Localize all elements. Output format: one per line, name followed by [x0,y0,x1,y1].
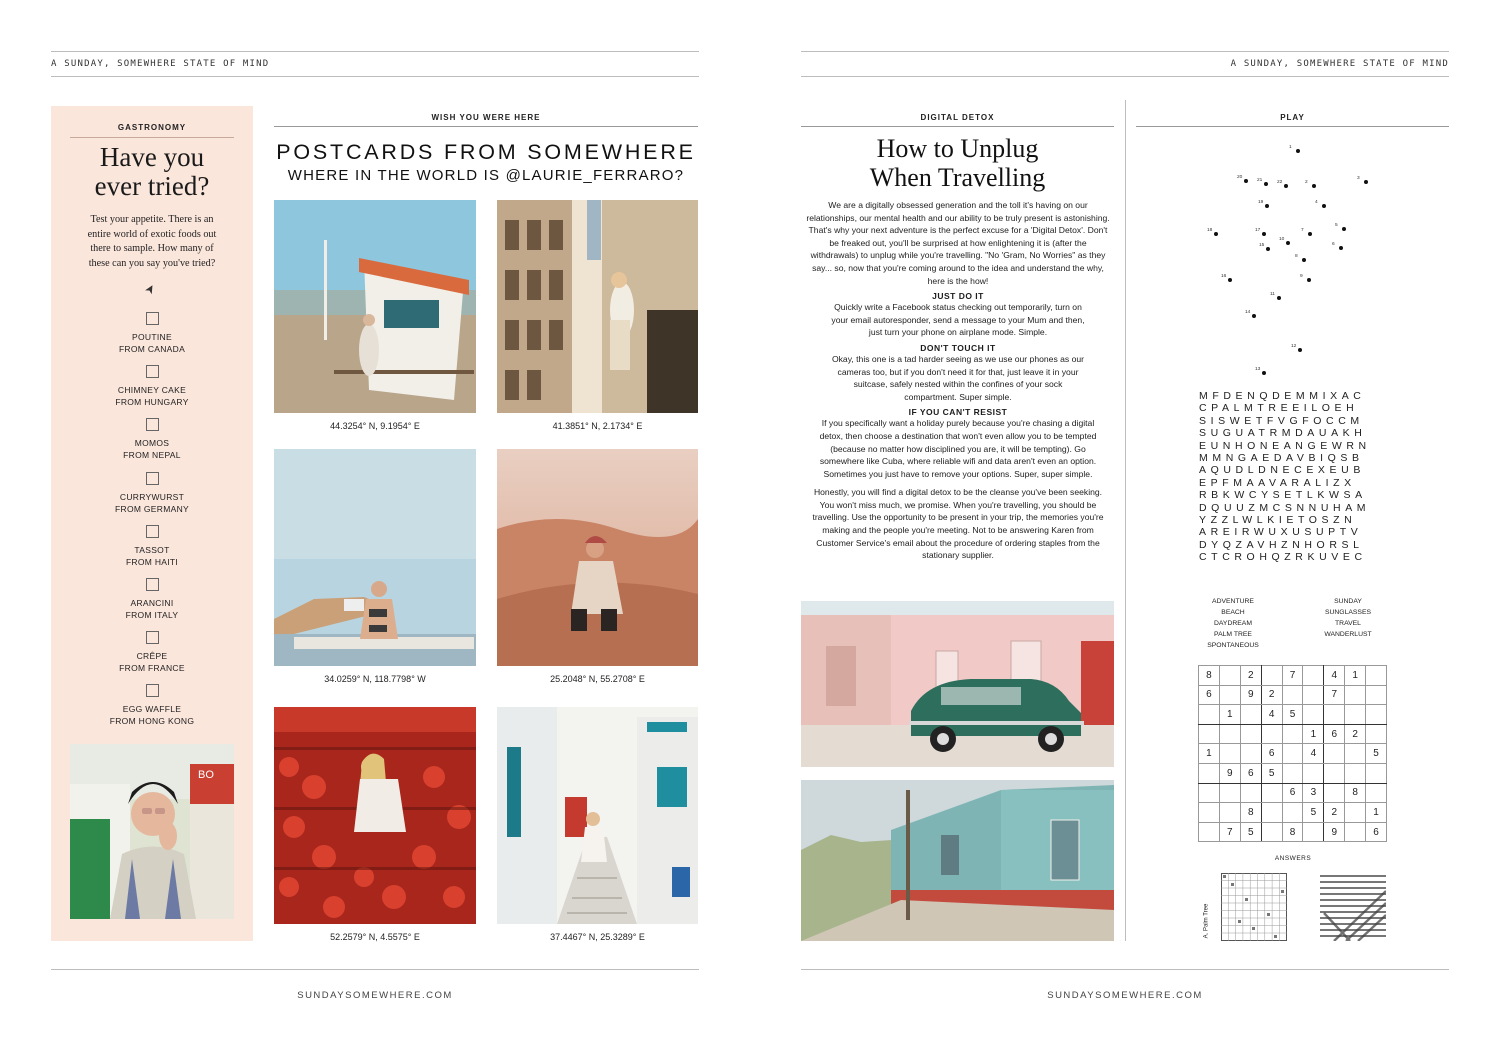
puzzle-dot [1302,258,1306,262]
puzzle-dot-number: 2 [1305,180,1308,185]
sudoku-row [1199,803,1387,823]
word-list-item: ADVENTURE [1212,598,1254,605]
cuba-street-photo [801,780,1114,941]
sudoku-cell[interactable] [1303,666,1324,686]
detox-heading-3: IF YOU CAN'T RESIST [908,407,1008,418]
bottom-rule-right [801,969,1449,970]
food-item [51,684,253,727]
food-name: POUTINE [132,332,172,342]
sudoku-cell[interactable] [1219,744,1240,764]
sudoku-cell[interactable] [1366,783,1387,803]
puzzle-dot-number: 13 [1255,367,1261,372]
detox-title-line2: When Travelling [869,163,1046,192]
sudoku-cell[interactable] [1199,822,1220,842]
puzzle-dot-number: 12 [1291,344,1297,349]
detox-paragraph-1: Quickly write a Facebook status checking out temporarily, turn on your email autoresponder, send a message to your Mum and then, just turn your phone on airplane mode. Simple. [831,302,1085,338]
puzzle-dot [1298,348,1302,352]
sudoku-answer-thumbnail [1221,873,1287,941]
word-search-grid [1199,390,1371,564]
sudoku-cell[interactable]: 1 [1219,705,1240,725]
word-search-row: MFDENQDEMMIXAC [1199,390,1366,402]
sudoku-cell[interactable] [1240,783,1261,803]
sudoku-cell[interactable]: 5 [1366,744,1387,764]
gastronomy-section-label: GASTRONOMY [117,123,187,132]
puzzle-dot [1244,179,1248,183]
sudoku-cell[interactable]: 4 [1324,666,1345,686]
word-search-row: RBKWCYSETLKWSA [1199,489,1367,502]
detox-paragraph-2: Okay, this one is a tad harder seeing as we use our phones as our cameras too, but if you don't need it for that, just leave it in your suitcase, safely nested within the confines of your sock compartment. Super simple. [831,353,1085,402]
word-search-row: CTCROHQZRKUVEC [1199,551,1367,564]
sudoku-cell[interactable]: 5 [1240,822,1261,842]
sudoku-cell[interactable]: 2 [1324,803,1345,823]
sudoku-cell[interactable]: 5 [1282,705,1303,725]
detox-section-label: DIGITAL DETOX [920,113,995,122]
sudoku-cell[interactable]: 8 [1199,666,1220,686]
food-name: MOMOS [134,438,170,449]
puzzle-dot [1214,232,1218,236]
sudoku-row [1199,666,1387,686]
sudoku-cell[interactable] [1366,705,1387,725]
gastronomy-title-line2: ever tried? [94,171,210,201]
word-list-item: DAYDREAM [1213,620,1253,627]
top-rule-right [801,51,1449,52]
puzzle-dot-number: 8 [1295,254,1298,259]
sudoku-cell[interactable]: 7 [1324,685,1345,705]
food-item [51,578,253,621]
word-search-row: YZZLWLKIETOSZN [1199,514,1357,527]
sudoku-cell[interactable] [1324,763,1345,783]
detox-article [806,199,1110,562]
sudoku-cell[interactable]: 4 [1261,705,1282,725]
sudoku-cell[interactable]: 1 [1303,724,1324,744]
food-name: CRÊPE [136,651,168,662]
gastronomy-title-line1: Have you [99,142,205,172]
sudoku-cell[interactable]: 6 [1366,822,1387,842]
sudoku-cell[interactable] [1219,724,1240,744]
food-checkbox[interactable] [146,312,159,325]
puzzle-dot-number: 22 [1277,180,1283,185]
sudoku-cell[interactable] [1199,763,1220,783]
puzzle-dot-number: 16 [1221,274,1227,279]
puzzle-dot-number: 20 [1237,175,1243,180]
sudoku-cell[interactable]: 1 [1345,666,1366,686]
sudoku-cell[interactable]: 7 [1219,822,1240,842]
word-list-item: SUNGLASSES [1324,609,1372,616]
sudoku-cell[interactable] [1282,744,1303,764]
food-checkbox[interactable] [146,365,159,378]
top-rule-left [51,51,699,52]
word-search-row: MMNGAEDAVBIQSB [1199,452,1364,465]
detox-title [801,134,1114,192]
sudoku-cell[interactable] [1345,803,1366,823]
sudoku-cell[interactable] [1282,724,1303,744]
puzzle-dot [1265,204,1269,208]
sudoku-cell[interactable]: 6 [1261,744,1282,764]
sudoku-cell[interactable]: 6 [1324,724,1345,744]
word-list-item: WANDERLUST [1324,631,1372,638]
header-rule-right [801,76,1449,77]
puzzle-dot-number: 4 [1315,200,1318,205]
gastronomy-title [51,143,253,201]
sudoku-row [1199,685,1387,705]
food-origin: FROM HUNGARY [115,397,189,408]
sudoku-cell[interactable] [1219,666,1240,686]
detox-heading-1: JUST DO IT [932,291,984,302]
sudoku-cell[interactable] [1366,763,1387,783]
food-origin: FROM CANADA [118,344,186,354]
postcard-caption-3: 34.0259° N, 118.7798° W [324,674,426,684]
postcards-title: POSTCARDS FROM SOMEWHERE [276,140,696,164]
sudoku-cell[interactable]: 5 [1303,803,1324,823]
puzzle-dot-number: 15 [1259,243,1265,248]
puzzle-dot-number: 3 [1357,176,1360,181]
column-divider [1125,100,1126,941]
puzzle-dot-number: 18 [1207,228,1213,233]
postcard-photo-6 [497,707,698,924]
puzzle-dot [1252,314,1256,318]
puzzle-dot [1322,204,1326,208]
postcard-caption-4: 25.2048° N, 55.2708° E [550,674,645,684]
word-list-item: SPONTANEOUS [1207,642,1259,649]
puzzle-dot-number: 10 [1279,237,1285,242]
food-checkbox[interactable] [146,525,159,538]
detox-paragraph-3: If you specifically want a holiday purely because you're chasing a digital detox, then choose a destination that won't even allow you to be tempted (because no matter how disciplined you are, it will be tempting). Go somewhere like Cuba, where reliable wifi and data aren't even an option. Sometimes you just have to remove your options. Super, super simple. [819,418,1097,479]
sudoku-cell[interactable] [1199,705,1220,725]
puzzle-dot [1266,247,1270,251]
gastronomy-intro: Test your appetite. There is an entire world of exotic foods out there to sample. How many of these can you say you've tried? [87,214,217,269]
sudoku-cell[interactable] [1324,783,1345,803]
sudoku-cell[interactable] [1303,705,1324,725]
food-checkbox[interactable] [146,472,159,485]
word-list-item: SUNDAY [1334,598,1362,605]
detox-outro: Honestly, you will find a digital detox to be the cleanse you've been seeking. You won't miss much, we promise. When you're travelling, you should be travelling. Use the opportunity to be present in your trip, the memories you're making and the people you're meeting. Not to be answering Karen from Customer Service's email about the procedure of ordering staples from the stationary supplier. [812,487,1104,561]
sudoku-cell[interactable]: 6 [1240,763,1261,783]
puzzle-dot [1364,180,1368,184]
food-name: ARANCINI [130,598,174,608]
puzzle-dot-number: 5 [1335,223,1338,228]
puzzle-dot-number: 11 [1270,292,1275,297]
sudoku-cell[interactable]: 8 [1345,783,1366,803]
sudoku-cell[interactable] [1303,763,1324,783]
sudoku-cell[interactable]: 6 [1282,783,1303,803]
puzzle-dot-number: 14 [1245,310,1251,315]
sudoku-cell[interactable] [1345,744,1366,764]
sudoku-cell[interactable] [1261,666,1282,686]
sudoku-cell[interactable] [1199,783,1220,803]
postcards-rule [274,126,698,127]
food-name: CURRYWURST [119,491,185,502]
food-item [51,631,253,674]
postcards-subtitle: WHERE IN THE WORLD IS @LAURIE_FERRARO? [287,167,685,184]
sudoku-cell[interactable] [1366,724,1387,744]
puzzle-dot [1264,182,1268,186]
postcard-caption-5: 52.2579° N, 4.5575° E [330,932,420,942]
food-origin: FROM FRANCE [119,663,185,674]
sudoku-row [1199,822,1387,842]
word-list-item: PALM TREE [1214,631,1252,638]
sudoku-cell[interactable]: 3 [1303,783,1324,803]
puzzle-dot [1286,241,1290,245]
word-search-row: SISWETFVGFOCCM [1199,414,1364,427]
wordsearch-answer-thumbnail [1320,873,1386,941]
postcard-photo-5 [274,707,476,924]
food-origin: FROM GERMANY [115,503,189,514]
sudoku-cell[interactable] [1324,744,1345,764]
sudoku-cell[interactable] [1324,705,1345,725]
postcard-caption-2: 41.3851° N, 2.1734° E [552,421,643,431]
food-item [51,312,253,355]
dot-to-dot-puzzle [1136,136,1449,381]
puzzle-dot [1307,278,1311,282]
food-checkbox[interactable] [146,684,159,697]
sudoku-grid [1198,665,1387,842]
word-search-row: EUNHONEANGEWRN [1199,439,1371,452]
sudoku-cell[interactable] [1219,783,1240,803]
sudoku-cell[interactable] [1199,724,1220,744]
sudoku-cell[interactable] [1345,763,1366,783]
sudoku-cell[interactable] [1282,685,1303,705]
puzzle-dot [1339,246,1343,250]
sudoku-row [1199,705,1387,725]
sudoku-cell[interactable] [1345,822,1366,842]
bottom-rule-left [51,969,699,970]
header-rule-left [51,76,699,77]
cuba-car-photo [801,601,1114,767]
postcards-section-label: WISH YOU WERE HERE [431,113,541,122]
sudoku-row [1199,763,1387,783]
puzzle-dot-number: 6 [1332,242,1335,247]
word-search-row: AQUDLDNECEXEUB [1199,464,1365,477]
word-search-row: AREIRWUXUSUPTV [1199,526,1363,539]
sudoku-cell[interactable] [1240,705,1261,725]
sudoku-cell[interactable]: 7 [1282,666,1303,686]
puzzle-dot [1312,184,1316,188]
dot-puzzle-answer: A. Palm Tree [1203,903,1210,939]
puzzle-dot-number: 17 [1255,228,1261,233]
detox-title-line1: How to Unplug [876,134,1039,163]
sudoku-cell[interactable]: 9 [1240,685,1261,705]
puzzle-dot [1284,184,1288,188]
answers-label: ANSWERS [1274,855,1312,862]
postcard-photo-3 [274,449,476,666]
word-search-row: SUGUATRMDAUAKH [1199,427,1367,440]
detox-rule [801,126,1114,127]
food-item [51,525,253,568]
detox-heading-2: DON'T TOUCH IT [920,342,996,353]
postcard-photo-4 [497,449,698,666]
sudoku-cell[interactable] [1261,724,1282,744]
puzzle-dot [1308,232,1312,236]
word-list-item: TRAVEL [1335,620,1361,627]
running-head-right: A SUNDAY, SOMEWHERE STATE OF MIND [1230,59,1449,69]
postcard-photo-2 [497,200,698,413]
sudoku-cell[interactable] [1261,822,1282,842]
puzzle-dot [1342,227,1346,231]
sudoku-cell[interactable]: 1 [1199,744,1220,764]
puzzle-dot [1262,232,1266,236]
puzzle-dot-number: 21 [1257,178,1263,183]
play-section-label: PLAY [1280,113,1305,122]
word-search-row: CPALMTREEILOEH [1199,402,1359,415]
food-checkbox[interactable] [146,418,159,431]
word-search-row: EPFMAAVARALIZX [1199,476,1356,489]
postcard-caption-6: 37.4467° N, 25.3289° E [550,932,645,942]
postcard-photo-1 [274,200,476,413]
food-checkbox[interactable] [146,631,159,644]
sudoku-cell[interactable]: 2 [1345,724,1366,744]
food-origin: FROM HAITI [125,556,179,567]
food-origin: FROM ITALY [125,610,179,620]
word-search-row: DYQZAVHZNHORSL [1199,538,1364,551]
sudoku-cell[interactable]: 4 [1303,744,1324,764]
sudoku-cell[interactable] [1345,685,1366,705]
sudoku-cell[interactable] [1240,744,1261,764]
sudoku-row [1199,744,1387,764]
play-rule [1136,126,1449,127]
sudoku-row [1199,783,1387,803]
food-photo [70,744,234,919]
puzzle-dot [1277,296,1281,300]
sudoku-cell[interactable]: 2 [1240,666,1261,686]
food-checkbox[interactable] [146,578,159,591]
sudoku-cell[interactable] [1366,666,1387,686]
sudoku-cell[interactable]: 6 [1199,685,1220,705]
sudoku-cell[interactable]: 1 [1366,803,1387,823]
sudoku-cell[interactable] [1261,783,1282,803]
sudoku-cell[interactable]: 9 [1324,822,1345,842]
food-name: EGG WAFFLE [122,704,182,715]
sudoku-cell[interactable]: 8 [1282,822,1303,842]
sudoku-cell[interactable]: 2 [1261,685,1282,705]
food-item [51,365,253,408]
sudoku-cell[interactable] [1240,724,1261,744]
puzzle-dot-number: 1 [1289,145,1292,150]
sudoku-cell[interactable] [1219,803,1240,823]
food-item [51,418,253,461]
food-origin: FROM NEPAL [123,450,181,461]
sudoku-cell[interactable] [1303,685,1324,705]
svg-text:BO: BO [198,769,214,781]
sudoku-cell[interactable]: 8 [1240,803,1261,823]
sudoku-row [1199,724,1387,744]
puzzle-dot [1228,278,1232,282]
word-list-left [1199,596,1267,651]
sudoku-cell[interactable] [1282,763,1303,783]
postcard-caption-1: 44.3254° N, 9.1954° E [330,421,420,431]
sudoku-cell[interactable] [1366,685,1387,705]
puzzle-dot [1296,149,1300,153]
puzzle-dot-number: 19 [1258,200,1264,205]
running-head-left: A SUNDAY, SOMEWHERE STATE OF MIND [51,59,270,69]
gastronomy-rule [70,137,234,138]
detox-intro: We are a digitally obsessed generation and the toll it's having on our relationships, our mental health and our ability to be truly present is astonishing. That's why your next adventure is the perfect excuse for a 'Digital Detox'. Don't be freaked out, you'll be surprised at how enlightening it is (after the withdrawals) to unplug while you're travelling. "No 'Gram, No Worries" as they say... so, now that you're coming around to the idea and understand the why, here is the how! [806,200,1110,286]
word-list-item: BEACH [1221,609,1245,616]
puzzle-dot [1262,371,1266,375]
puzzle-dot-number: 9 [1300,274,1303,279]
sudoku-cell[interactable] [1261,803,1282,823]
sudoku-cell[interactable] [1282,803,1303,823]
footer-left: SUNDAYSOMEWHERE.COM [297,990,453,1001]
food-name: CHIMNEY CAKE [117,385,187,396]
food-name: TASSOT [134,544,170,555]
arrow-down-icon: ➤ [141,281,159,297]
word-search-row: DQUUZMCSNNUHAM [1199,501,1371,514]
sudoku-cell[interactable] [1303,822,1324,842]
sudoku-cell[interactable] [1219,685,1240,705]
word-list-right [1313,596,1383,640]
sudoku-cell[interactable]: 9 [1219,763,1240,783]
sudoku-cell[interactable]: 5 [1261,763,1282,783]
puzzle-dot-number: 7 [1301,228,1304,233]
sudoku-cell[interactable] [1199,803,1220,823]
food-origin: FROM HONG KONG [109,716,195,727]
sudoku-cell[interactable] [1345,705,1366,725]
footer-right: SUNDAYSOMEWHERE.COM [1047,990,1203,1001]
food-item [51,472,253,515]
